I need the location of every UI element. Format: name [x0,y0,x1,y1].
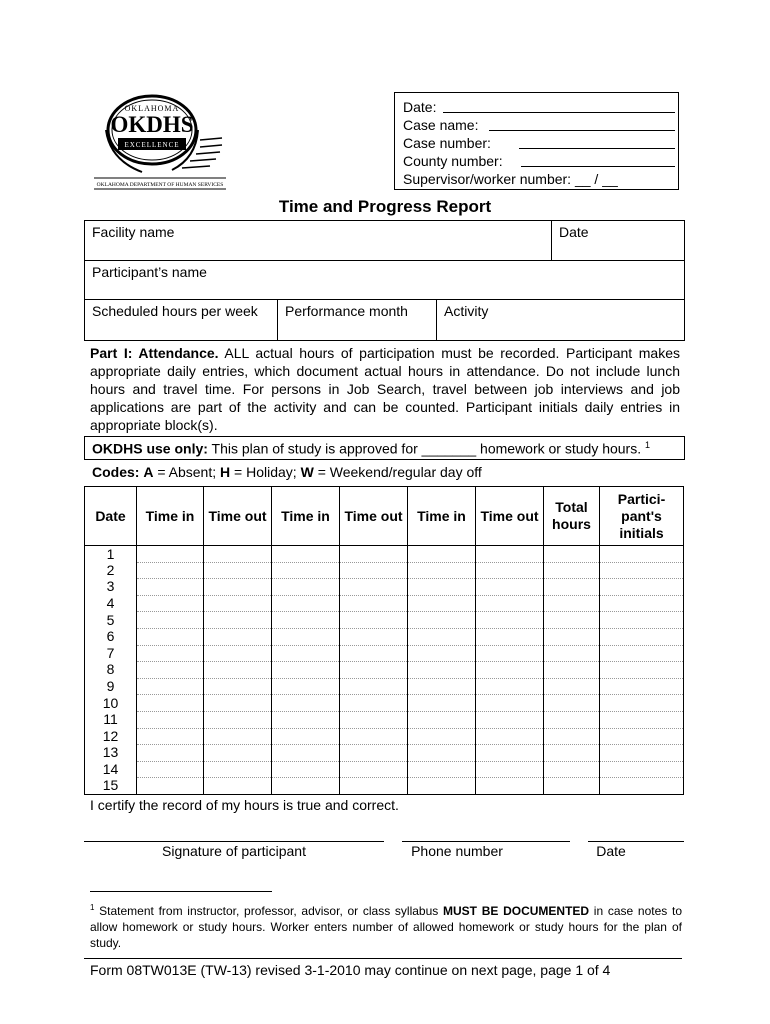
entry-cell[interactable] [340,645,408,662]
attendance-row [85,595,684,612]
code-h: H [220,464,231,480]
entry-cell[interactable] [408,546,476,563]
entry-cell[interactable] [272,562,340,579]
entry-cell[interactable] [340,745,408,762]
entry-cell[interactable] [204,728,272,745]
entry-cell[interactable] [544,662,600,679]
day-number: 10 [85,695,137,712]
county-number-field[interactable] [521,152,675,167]
participant-signature-label: Signature of participant [162,843,306,859]
date-cell-label: Date [559,224,589,240]
code-a: A [143,464,154,480]
entry-cell[interactable] [476,711,544,728]
entry-cell[interactable] [600,645,684,662]
attendance-instructions [90,344,680,434]
entry-cell[interactable] [137,612,204,629]
attendance-row [85,728,684,745]
day-number: 4 [85,595,137,612]
entry-cell[interactable] [408,562,476,579]
entry-cell[interactable] [600,711,684,728]
case-info-box [394,92,679,190]
entry-cell[interactable] [600,612,684,629]
entry-cell[interactable] [137,595,204,612]
entry-cell[interactable] [544,745,600,762]
participant-info-table [84,220,685,341]
entry-cell[interactable] [272,546,340,563]
entry-cell[interactable] [600,728,684,745]
day-number: 9 [85,678,137,695]
logo-main-text: OKDHS [110,112,194,137]
code-w-text: = Weekend/regular day off [313,464,482,480]
performance-month-label: Performance month [285,303,408,319]
attendance-row [85,612,684,629]
footnote-emphasis: MUST BE DOCUMENTED [443,904,590,918]
case-number-label: Case number: [403,135,491,151]
entry-cell[interactable] [600,778,684,795]
entry-cell[interactable] [204,711,272,728]
grid-header-7: Total hours [544,487,600,546]
code-h-text: = Holiday; [230,464,301,480]
entry-cell[interactable] [408,595,476,612]
page-title: Time and Progress Report [278,197,492,216]
case-number-field[interactable] [519,134,675,149]
entry-cell[interactable] [272,695,340,712]
attendance-row [85,695,684,712]
entry-cell[interactable] [137,711,204,728]
entry-cell[interactable] [600,695,684,712]
facility-name-cell[interactable] [85,221,552,260]
entry-cell[interactable] [340,595,408,612]
entry-cell[interactable] [544,728,600,745]
entry-cell[interactable] [600,562,684,579]
entry-cell[interactable] [544,562,600,579]
part1-text: ALL actual hours of participation must be recorded. Participant makes appropriate daily entries, which document actual hours in attendance. Do not include lunch hours and travel time. For persons in Job Search, travel between job interviews and job applications are part of the activity and can be counted. Participant initials daily entries in appropriate block(s). [90,345,680,433]
entry-cell[interactable] [137,678,204,695]
logo-top-text: OKLAHOMA [124,104,180,113]
entry-cell[interactable] [476,728,544,745]
entry-cell[interactable] [408,728,476,745]
activity-label: Activity [444,303,489,319]
entry-cell[interactable] [272,711,340,728]
entry-cell[interactable] [272,662,340,679]
entry-cell[interactable] [204,546,272,563]
entry-cell[interactable] [204,678,272,695]
day-number: 6 [85,628,137,645]
entry-cell[interactable] [204,579,272,596]
entry-cell[interactable] [600,678,684,695]
entry-cell[interactable] [340,562,408,579]
attendance-row [85,745,684,762]
entry-cell[interactable] [476,745,544,762]
entry-cell[interactable] [204,745,272,762]
entry-cell[interactable] [600,662,684,679]
entry-cell[interactable] [476,695,544,712]
entry-cell[interactable] [476,645,544,662]
entry-cell[interactable] [408,745,476,762]
entry-cell[interactable] [544,546,600,563]
entry-cell[interactable] [340,612,408,629]
footnote-divider [90,891,272,892]
entry-cell[interactable] [600,579,684,596]
entry-cell[interactable] [137,562,204,579]
attendance-grid [84,486,684,795]
day-number: 7 [85,645,137,662]
logo-sub-text: EXCELLENCE [124,141,180,149]
grid-header-5: Time in [408,487,476,546]
entry-cell[interactable] [272,595,340,612]
entry-cell[interactable] [272,579,340,596]
entry-cell[interactable] [204,695,272,712]
grid-header-1: Time in [137,487,204,546]
entry-cell[interactable] [408,678,476,695]
entry-cell[interactable] [408,612,476,629]
signature-date-label: Date [596,843,626,859]
entry-cell[interactable] [476,579,544,596]
county-number-label: County number: [403,153,503,169]
entry-cell[interactable] [340,711,408,728]
footnote-mark: 1 [90,903,95,912]
entry-cell[interactable] [137,645,204,662]
attendance-row [85,579,684,596]
entry-cell[interactable] [137,745,204,762]
entry-cell[interactable] [600,546,684,563]
day-number: 14 [85,761,137,778]
entry-cell[interactable] [544,678,600,695]
code-a-text: = Absent; [153,464,221,480]
entry-cell[interactable] [544,778,600,795]
activity-cell[interactable] [437,300,684,340]
entry-cell[interactable] [600,628,684,645]
entry-cell[interactable] [204,628,272,645]
phone-number-label: Phone number [411,843,503,859]
logo-bottom-text: OKLAHOMA DEPARTMENT OF HUMAN SERVICES [96,182,224,188]
day-number: 5 [85,612,137,629]
entry-cell[interactable] [544,612,600,629]
entry-cell[interactable] [204,562,272,579]
day-number: 8 [85,662,137,679]
entry-cell[interactable] [340,761,408,778]
entry-cell[interactable] [137,579,204,596]
day-number: 15 [85,778,137,795]
case-name-field[interactable] [489,116,675,131]
facility-name-label: Facility name [92,224,175,240]
footnote-text-pre: Statement from instructor, professor, advisor, or class syllabus [94,904,443,918]
entry-cell[interactable] [476,612,544,629]
entry-cell[interactable] [137,728,204,745]
entry-cell[interactable] [137,695,204,712]
day-number: 11 [85,711,137,728]
entry-cell[interactable] [340,728,408,745]
participant-name-cell[interactable] [85,261,684,299]
certification-statement: I certify the record of my hours is true and correct. [90,797,399,813]
code-w: W [300,464,314,480]
date-cell[interactable] [552,221,684,260]
part1-heading: Part I: Attendance. [90,345,219,361]
entry-cell[interactable] [340,678,408,695]
entry-cell[interactable] [272,745,340,762]
okdhs-use-only-box [84,436,685,460]
date-label: Date: [403,99,437,115]
entry-cell[interactable] [137,628,204,645]
entry-cell[interactable] [544,628,600,645]
entry-cell[interactable] [408,711,476,728]
entry-cell[interactable] [340,628,408,645]
entry-cell[interactable] [408,579,476,596]
codes-label: Codes: [92,464,140,480]
performance-month-cell[interactable] [278,300,437,340]
attendance-row [85,662,684,679]
entry-cell[interactable] [476,546,544,563]
entry-cell[interactable] [204,662,272,679]
form-footer: Form 08TW013E (TW-13) revised 3-1-2010 may continue on next page, page 1 of 4 [90,962,611,978]
form-footer-divider [84,958,682,959]
entry-cell[interactable] [204,778,272,795]
entry-cell[interactable] [272,612,340,629]
entry-cell[interactable] [408,761,476,778]
day-number: 3 [85,579,137,596]
attendance-row [85,628,684,645]
footnote-ref: 1 [645,440,651,450]
entry-cell[interactable] [600,761,684,778]
entry-cell[interactable] [272,678,340,695]
attendance-row [85,562,684,579]
entry-cell[interactable] [600,595,684,612]
scheduled-hours-label: Scheduled hours per week [92,303,258,319]
entry-cell[interactable] [340,662,408,679]
entry-cell[interactable] [544,695,600,712]
entry-cell[interactable] [544,761,600,778]
entry-cell[interactable] [204,645,272,662]
entry-cell[interactable] [340,695,408,712]
entry-cell[interactable] [272,628,340,645]
entry-cell[interactable] [544,645,600,662]
entry-cell[interactable] [476,778,544,795]
case-name-label: Case name: [403,117,479,133]
okdhs-use-label: OKDHS use only: [92,440,208,457]
participant-signature-line[interactable] [84,841,384,842]
supervisor-worker-number[interactable]: Supervisor/worker number: __ / __ [403,171,618,187]
entry-cell[interactable] [476,562,544,579]
entry-cell[interactable] [476,678,544,695]
entry-cell[interactable] [476,662,544,679]
entry-cell[interactable] [137,778,204,795]
grid-header-3: Time in [272,487,340,546]
entry-cell[interactable] [272,761,340,778]
footnote [90,900,682,951]
footnote-text-post: in case notes to allow homework or study hours. Worker enters number of allowed homework or study hours for the plan of study. [90,904,682,950]
date-field[interactable] [443,98,675,113]
participant-name-label: Participant’s name [92,264,207,280]
attendance-row [85,761,684,778]
attendance-row [85,678,684,695]
entry-cell[interactable] [408,628,476,645]
entry-cell[interactable] [340,579,408,596]
scheduled-hours-cell[interactable] [85,300,278,340]
phone-number-line[interactable] [402,841,570,842]
entry-cell[interactable] [204,761,272,778]
grid-header-4: Time out [340,487,408,546]
attendance-row [85,645,684,662]
signature-date-line[interactable] [588,841,684,842]
attendance-row [85,778,684,795]
grid-header-0: Date [85,487,137,546]
codes-legend [92,464,482,480]
grid-header-8: Partici-pant's initials [600,487,684,546]
okdhs-use-text: This plan of study is approved for _______ homework or study hours. [207,440,642,457]
day-number: 1 [85,546,137,563]
grid-header-6: Time out [476,487,544,546]
entry-cell[interactable] [600,745,684,762]
attendance-row [85,711,684,728]
grid-header-2: Time out [204,487,272,546]
entry-cell[interactable] [272,778,340,795]
entry-cell[interactable] [408,778,476,795]
entry-cell[interactable] [272,645,340,662]
entry-cell[interactable] [137,546,204,563]
entry-cell[interactable] [544,711,600,728]
entry-cell[interactable] [544,595,600,612]
okdhs-logo [92,90,232,192]
entry-cell[interactable] [272,728,340,745]
day-number: 12 [85,728,137,745]
entry-cell[interactable] [476,595,544,612]
entry-cell[interactable] [204,595,272,612]
entry-cell[interactable] [476,761,544,778]
entry-cell[interactable] [137,662,204,679]
entry-cell[interactable] [137,761,204,778]
entry-cell[interactable] [340,546,408,563]
entry-cell[interactable] [408,645,476,662]
attendance-row [85,546,684,563]
entry-cell[interactable] [340,778,408,795]
entry-cell[interactable] [408,662,476,679]
entry-cell[interactable] [544,579,600,596]
entry-cell[interactable] [204,612,272,629]
entry-cell[interactable] [476,628,544,645]
day-number: 13 [85,745,137,762]
day-number: 2 [85,562,137,579]
entry-cell[interactable] [408,695,476,712]
